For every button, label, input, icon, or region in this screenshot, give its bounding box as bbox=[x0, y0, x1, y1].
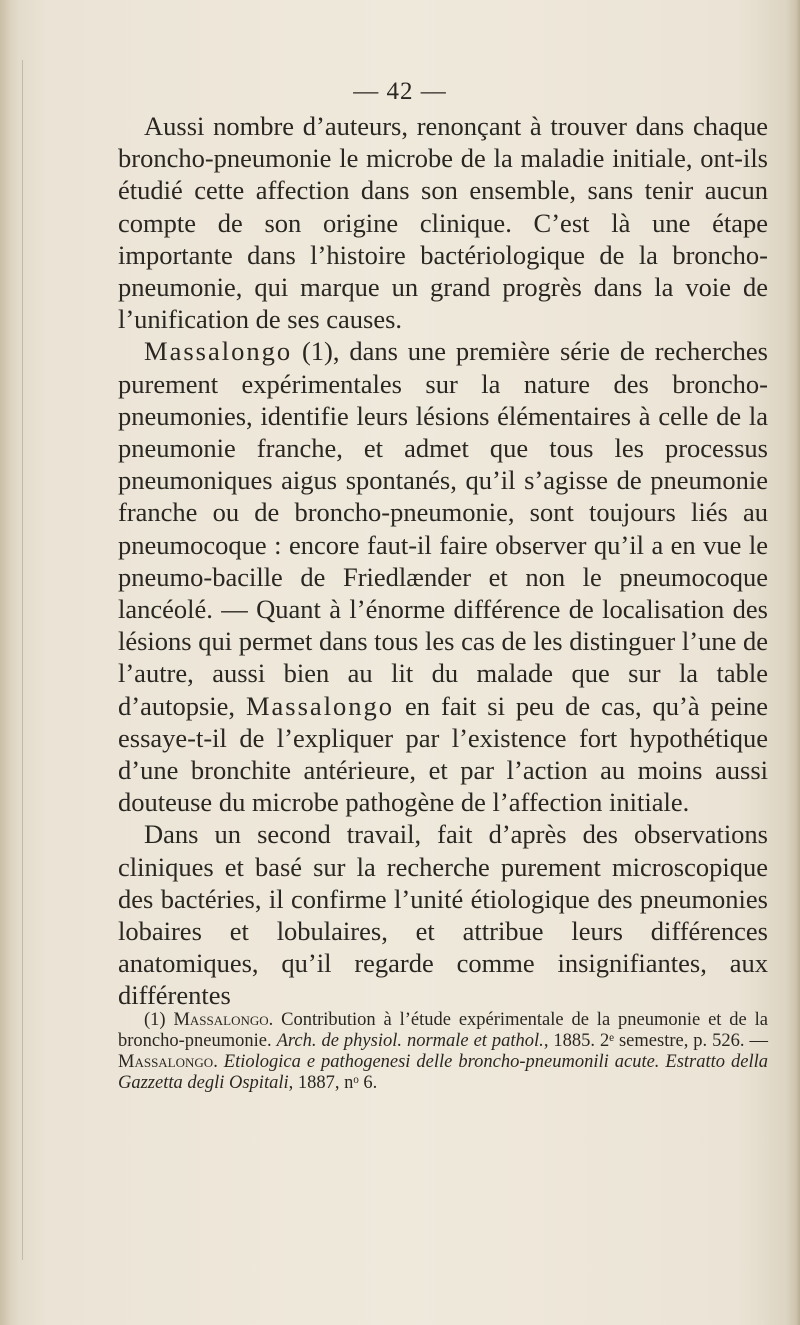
paragraph-1: Aussi nombre d’auteurs, renonçant à trouver dans chaque broncho-pneumonie le microbe de la maladie initiale, ont-ils étudié cette affection dans son ensemble, sans tenir aucun compte de son origine clinique. C’est là une étape importante dans l’histoire bactériologique de la broncho-pneumonie, qui marque un grand progrès dans la voie de l’unification de ses causes. bbox=[118, 111, 768, 335]
page-right-edge bbox=[786, 0, 800, 1325]
paragraph-2 bbox=[118, 335, 768, 818]
page-left-edge bbox=[0, 0, 18, 1325]
footnote-text-3: . bbox=[213, 1052, 224, 1072]
footnote-text-2: , 1885. 2ᵉ semestre, p. 526. — bbox=[543, 1031, 768, 1051]
footnote-marker: (1) bbox=[144, 1010, 174, 1030]
footnote-journal-1: Arch. de physiol. normale et pathol. bbox=[276, 1031, 544, 1051]
paragraph-3: Dans un second travail, fait d’après des observations cliniques et basé sur la recherche purement microscopique des bactéries, il confirme l’unité étiologique des pneumonies lobaires et lobulaires, et attribue leurs différences anatomiques, qu’il regarde comme insignifiantes, aux différentes bbox=[118, 819, 768, 1011]
author-name-massalongo: Massalongo bbox=[144, 336, 293, 367]
main-text bbox=[118, 110, 768, 1012]
footnote-text-1: . Contribution à l’étude expérimentale de la pneumonie et de la broncho-pneumonie. bbox=[118, 1010, 768, 1051]
paragraph-2-text-a: (1), dans une première série de recherches purement expérimentales sur la nature des broncho-pneumonies, identifie leurs lésions élémentaires à celle de la pneumonie franche, et admet que tous les processus pneumoniques aigus spontanés, qu’il s’agisse de pneumonie franche ou de broncho-pneumonie, sont toujours liés au pneumocoque : encore faut-il faire observer qu’il a en vue le pneumo-bacille de Friedlænder et non le pneumocoque lancéolé. — Quant à l’énorme différence de localisation des lésions qui permet dans tous les cas de les distinguer l’une de l’autre, aussi bien au lit du malade que sur la table d’autopsie, bbox=[118, 336, 768, 721]
footnote-title-2: Etiologica e pathogenesi delle broncho-pneumonili acute. Estratto della Gazzetta degli Ospitali bbox=[118, 1052, 768, 1093]
footnote-author-1: Massalongo bbox=[173, 1010, 269, 1030]
paragraph-2-text-b: en fait si peu de cas, qu’à peine essaye-t-il de l’expliquer par l’existence fort hypothétique d’une bronchite antérieure, et par l’action au moins aussi douteuse du microbe pathogène de l’affection initiale. bbox=[118, 690, 768, 818]
footnote-text-4: , 1887, nᵒ 6. bbox=[288, 1073, 378, 1093]
footnote-author-2: Massalongo bbox=[118, 1052, 214, 1072]
footnote bbox=[118, 1010, 768, 1094]
page-fold-line bbox=[22, 60, 23, 1260]
page-number: — 42 — bbox=[353, 78, 447, 105]
author-name-massalongo-2: Massalongo bbox=[245, 690, 395, 721]
